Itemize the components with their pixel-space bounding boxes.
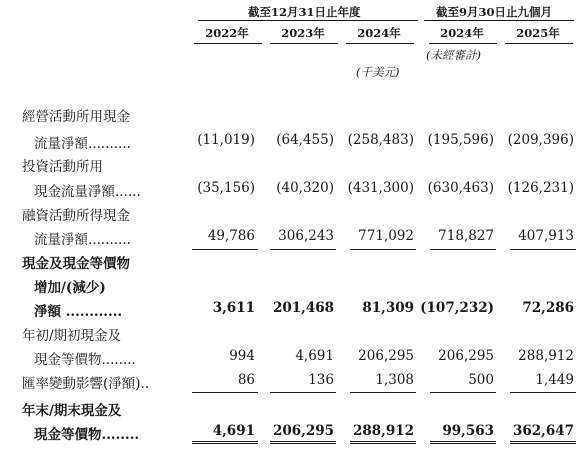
- subtotal-rule: [270, 249, 336, 250]
- header-9m-group: 截至9月30日止九個月: [436, 5, 553, 19]
- year-rule: [270, 43, 338, 44]
- year-2022: 2022年: [205, 26, 249, 40]
- table-cell: 771,092: [358, 228, 414, 244]
- year-2024-9m: 2024年: [440, 26, 484, 40]
- table-cell: (195,596): [427, 132, 494, 148]
- total-rule: [510, 392, 576, 393]
- table-cell: (630,463): [427, 180, 494, 196]
- table-cell: 206,295: [272, 423, 334, 439]
- table-cell: 206,295: [438, 348, 494, 364]
- year-rule: [346, 43, 414, 44]
- table-cell: (64,455): [276, 132, 334, 148]
- table-cell: 86: [237, 372, 255, 388]
- table-cell: (35,156): [197, 180, 255, 196]
- row-label: 匯率變動影響(淨額)..: [22, 376, 150, 392]
- header-fy-rule: [198, 20, 418, 21]
- table-cell: 3,611: [212, 300, 255, 316]
- subtotal-rule: [510, 249, 576, 250]
- table-cell: (107,232): [420, 300, 494, 316]
- subtotal-rule: [350, 249, 416, 250]
- table-cell: 994: [229, 348, 255, 364]
- row-label: 流量淨額..........: [34, 136, 131, 152]
- row-label: 現金等價物........: [34, 352, 136, 368]
- row-label: 淨額 ............: [34, 304, 123, 320]
- year-rule: [505, 43, 573, 44]
- table-cell: 407,913: [518, 228, 574, 244]
- table-cell: 306,243: [278, 228, 334, 244]
- table-cell: 718,827: [438, 228, 494, 244]
- table-cell: 72,286: [522, 300, 574, 316]
- header-fy-group: 截至12月31日止年度: [248, 5, 361, 19]
- table-cell: (258,483): [347, 132, 414, 148]
- header-9m-rule: [424, 20, 574, 21]
- unaudited-note: (未經審計): [426, 48, 481, 62]
- row-label: 經營活動所用現金: [22, 109, 130, 125]
- row-label: 現金流量淨額......: [34, 184, 141, 200]
- table-cell: 1,308: [375, 372, 414, 388]
- double-rule: [350, 441, 416, 444]
- row-label: 投資活動所用: [22, 159, 103, 175]
- year-2023: 2023年: [281, 26, 325, 40]
- double-rule: [430, 441, 496, 444]
- table-cell: 1,449: [535, 372, 574, 388]
- row-label: 年初/期初現金及: [22, 328, 122, 344]
- double-rule: [192, 441, 258, 444]
- row-label: 流量淨額..........: [34, 232, 131, 248]
- row-label: 現金及現金等價物: [22, 256, 130, 272]
- table-cell: 362,647: [512, 423, 574, 439]
- total-rule: [270, 392, 336, 393]
- table-cell: 201,468: [272, 300, 334, 316]
- year-2025-9m: 2025年: [516, 26, 560, 40]
- table-cell: 500: [468, 372, 494, 388]
- table-cell: (11,019): [197, 132, 255, 148]
- table-cell: 81,309: [362, 300, 414, 316]
- table-cell: 4,691: [212, 423, 255, 439]
- double-rule: [510, 441, 576, 444]
- year-rule: [429, 43, 497, 44]
- table-cell: 288,912: [352, 423, 414, 439]
- row-label: 增加/(減少): [34, 280, 106, 296]
- row-label: 年末/期末現金及: [22, 403, 122, 419]
- year-rule: [194, 43, 262, 44]
- table-cell: (209,396): [507, 132, 574, 148]
- table-cell: (126,231): [507, 180, 574, 196]
- row-label: 融資活動所得現金: [22, 208, 130, 224]
- table-cell: 4,691: [295, 348, 334, 364]
- table-cell: (431,300): [347, 180, 414, 196]
- table-cell: 206,295: [358, 348, 414, 364]
- table-cell: 136: [308, 372, 334, 388]
- double-rule: [270, 441, 336, 444]
- total-rule: [430, 392, 496, 393]
- year-2024-fy: 2024年: [357, 26, 401, 40]
- total-rule: [350, 392, 416, 393]
- table-cell: 288,912: [518, 348, 574, 364]
- table-cell: (40,320): [276, 180, 334, 196]
- table-cell: 49,786: [207, 228, 255, 244]
- table-cell: 99,563: [442, 423, 494, 439]
- row-label: 現金等價物........: [34, 427, 140, 443]
- subtotal-rule: [192, 249, 258, 250]
- unit-note: (千美元): [356, 65, 400, 79]
- total-rule: [192, 392, 258, 393]
- subtotal-rule: [430, 249, 496, 250]
